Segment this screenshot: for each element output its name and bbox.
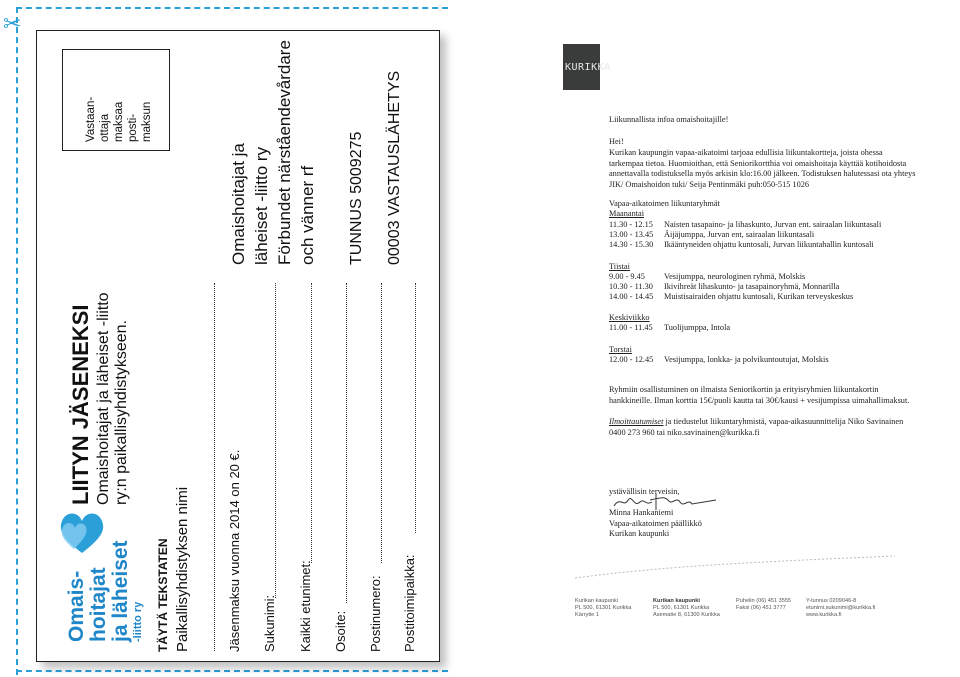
signer-title: Vapaa-aikatoimen päällikkö xyxy=(609,518,702,528)
letter-hei: Hei! xyxy=(609,137,624,146)
desc-cell: Äijäjumppa, Jurvan ent, sairaalan liikuntasali xyxy=(664,230,815,239)
time-cell: 14.30 - 15.30 xyxy=(609,240,654,249)
signer-block xyxy=(609,508,702,540)
day-heading: Torstai xyxy=(609,345,632,354)
footer-line: Faksi (06) 451 3777 xyxy=(736,605,786,611)
subheading-line: ry:n paikallisyhdistykseen. xyxy=(113,320,130,505)
desc-cell: Vesijumppa, lonkka- ja polvikuntoutujat, Molskis xyxy=(664,355,829,364)
footer-col-2 xyxy=(653,598,720,619)
scissors-icon: ✂ xyxy=(3,12,22,37)
time-cell: 10.30 - 11.30 xyxy=(609,282,653,291)
recipient-line: Förbundet närståendevårdare xyxy=(275,40,294,265)
time-cell: 14.00 - 14.45 xyxy=(609,292,654,301)
cut-line-top xyxy=(16,7,448,9)
posttown-label: Postitoimipaikka: xyxy=(402,554,417,652)
enroll-word: Ilmoittautumiset xyxy=(609,417,664,426)
postage-line: maksaa xyxy=(113,101,125,142)
firstnames-field[interactable] xyxy=(311,283,312,563)
kurikka-logo xyxy=(563,44,611,90)
footer-line: PL 500, 61301 Kurikka xyxy=(653,605,710,611)
logo-line: Omais- xyxy=(65,570,88,642)
postcode-label: Postinumero: xyxy=(368,575,383,652)
postage-line: ottaja xyxy=(99,113,111,142)
logo-line: ja läheiset xyxy=(109,540,132,642)
fee-text: Jäsenmaksu vuonna 2014 on 20 €. xyxy=(227,449,242,652)
desc-cell: Ikivihreät lihaskunto- ja tasapainoryhmä, Monnarilla xyxy=(664,282,840,291)
enroll-line xyxy=(609,417,903,428)
footer-line: Kurikan kaupunki xyxy=(653,598,700,604)
footer-line: PL 500, 61301 Kurikka xyxy=(575,605,632,611)
signer-name: Minna Hankaniemi xyxy=(609,508,674,517)
time-cell: 11.00 - 11.45 xyxy=(609,323,653,332)
enroll-rest: ja tiedustelut liikuntaryhmistä, vapaa-aikasuunnittelija Niko Savinainen xyxy=(663,417,904,426)
card-info xyxy=(609,385,909,406)
association-field[interactable] xyxy=(214,283,215,651)
footer-line: etunimi.sukunimi@kurikka.fi xyxy=(806,605,876,611)
time-cell: 9.00 - 9.45 xyxy=(609,272,645,281)
footer-col-1 xyxy=(575,598,631,619)
recipient-address xyxy=(227,40,319,265)
recipient-line: läheiset -liitto ry xyxy=(252,146,271,265)
footer-col-3 xyxy=(736,598,791,612)
fill-label: TÄYTÄ TEKSTATEN xyxy=(156,538,170,652)
subheading-line: Omaishoitajat ja läheiset -liitto xyxy=(95,292,112,505)
day-heading: Keskiviikko xyxy=(609,313,650,322)
logo-line: -liitto ry xyxy=(132,601,144,642)
enroll-info xyxy=(609,417,903,438)
day-heading: Maanantai xyxy=(609,209,645,218)
footer-line: Y-tunnus 0209046-8 xyxy=(806,598,857,604)
logo-line: hoitajat xyxy=(87,567,110,642)
association-label: Paikallisyhdistyksen nimi xyxy=(174,486,191,652)
recipient-line: och vänner rf xyxy=(298,165,317,265)
address-label: Osoite: xyxy=(333,610,348,652)
posttown-field[interactable] xyxy=(415,283,416,533)
letter-intro xyxy=(609,148,915,190)
time-cell: 13.00 - 13.45 xyxy=(609,230,654,239)
card-info-line: Ryhmiin osallistuminen on ilmaista Seniorikortin ja erityisryhmien liikuntakortin xyxy=(609,385,879,394)
footer-line: Asematie 8, 61300 Kurikka xyxy=(653,612,720,618)
tunnus-text: TUNNUS 5009275 xyxy=(348,131,365,265)
desc-cell: Muistisairaiden ohjattu kuntosali, Kurikan terveyskeskus xyxy=(664,292,854,301)
intro-line: annettavalla todistuksella myös arkisin klo:16.00 jälkeen. Todistuksen halutessasi ota yhteys xyxy=(609,169,916,179)
address-field[interactable] xyxy=(346,283,347,603)
footer-col-4 xyxy=(806,598,875,619)
footer-line: Kurikan kaupunki xyxy=(575,598,618,604)
footer-decoration xyxy=(575,552,895,582)
intro-line: JIK/ Omaishoidon tuki/ Seija Pentinmäki puh:050-515 1026 xyxy=(609,179,810,189)
cut-line-bottom xyxy=(16,670,448,672)
intro-line: tarkempaa tietoa. Huomioithan, että Seniorikortthia voi omaishoitaja käyttää kotihoidosta xyxy=(609,158,907,168)
vastauslahetys-text: 00003 VASTAUSLÄHETYS xyxy=(386,70,403,265)
postage-line: maksun xyxy=(141,101,153,142)
recipient-line: Omaishoitajat ja xyxy=(229,143,248,265)
cut-line-left xyxy=(16,7,18,675)
enroll-line: 0400 273 960 tai niko.savinainen@kurikka.fi xyxy=(609,427,760,437)
surname-field[interactable] xyxy=(275,283,276,598)
postcode-field[interactable] xyxy=(381,283,382,563)
firstnames-label: Kaikki etunimet: xyxy=(298,560,313,652)
time-cell: 12.00 - 12.45 xyxy=(609,355,654,364)
intro-line: Kurikan kaupungin vapaa-aikatoimi tarjoaa edullisia liikuntakortteja, joista ohessa xyxy=(609,148,883,157)
day-heading: Tiistai xyxy=(609,262,630,271)
desc-cell: Naisten tasapaino- ja lihaskunto, Jurvan ent. sairaalan liikuntasali xyxy=(664,220,882,229)
groups-title: Vapaa-aikatoimen liikuntaryhmät xyxy=(609,199,720,208)
desc-cell: Vesijumppa, neurologinen ryhmä, Molskis xyxy=(664,272,806,281)
footer-line: www.kurikka.fi xyxy=(806,612,842,618)
footer-line: Kärrytie 1 xyxy=(575,612,599,618)
footer-line: Puhelin (06) 451 3555 xyxy=(736,598,792,604)
card-subheading xyxy=(95,292,131,505)
closing: ystävällisin terveisin, xyxy=(609,487,680,496)
desc-cell: Ikääntyneiden ohjattu kuntosali, Jurvan liikuntahallin kuntosali xyxy=(664,240,874,249)
desc-cell: Tuolijumppa, Intola xyxy=(664,323,731,332)
postage-text xyxy=(84,97,154,142)
postage-line: Vastaan- xyxy=(85,96,97,142)
letter-title: Liikunnallista infoa omaishoitajille! xyxy=(609,115,729,124)
signer-org: Kurikan kaupunki xyxy=(609,529,670,539)
card-heading: LIITYN JÄSENEKSI xyxy=(68,304,93,505)
surname-label: Sukunimi: xyxy=(262,594,277,652)
time-cell: 11.30 - 12.15 xyxy=(609,220,653,229)
postage-line: posti- xyxy=(127,113,139,142)
card-info-line: hankkineille. Ilman korttia 15€/puoli kautta tai 30€/kausi + vesijumpissa uimahallimaksut. xyxy=(609,395,910,405)
logo-text xyxy=(66,540,144,642)
logo-wordmark: KURIKKA xyxy=(565,62,611,73)
